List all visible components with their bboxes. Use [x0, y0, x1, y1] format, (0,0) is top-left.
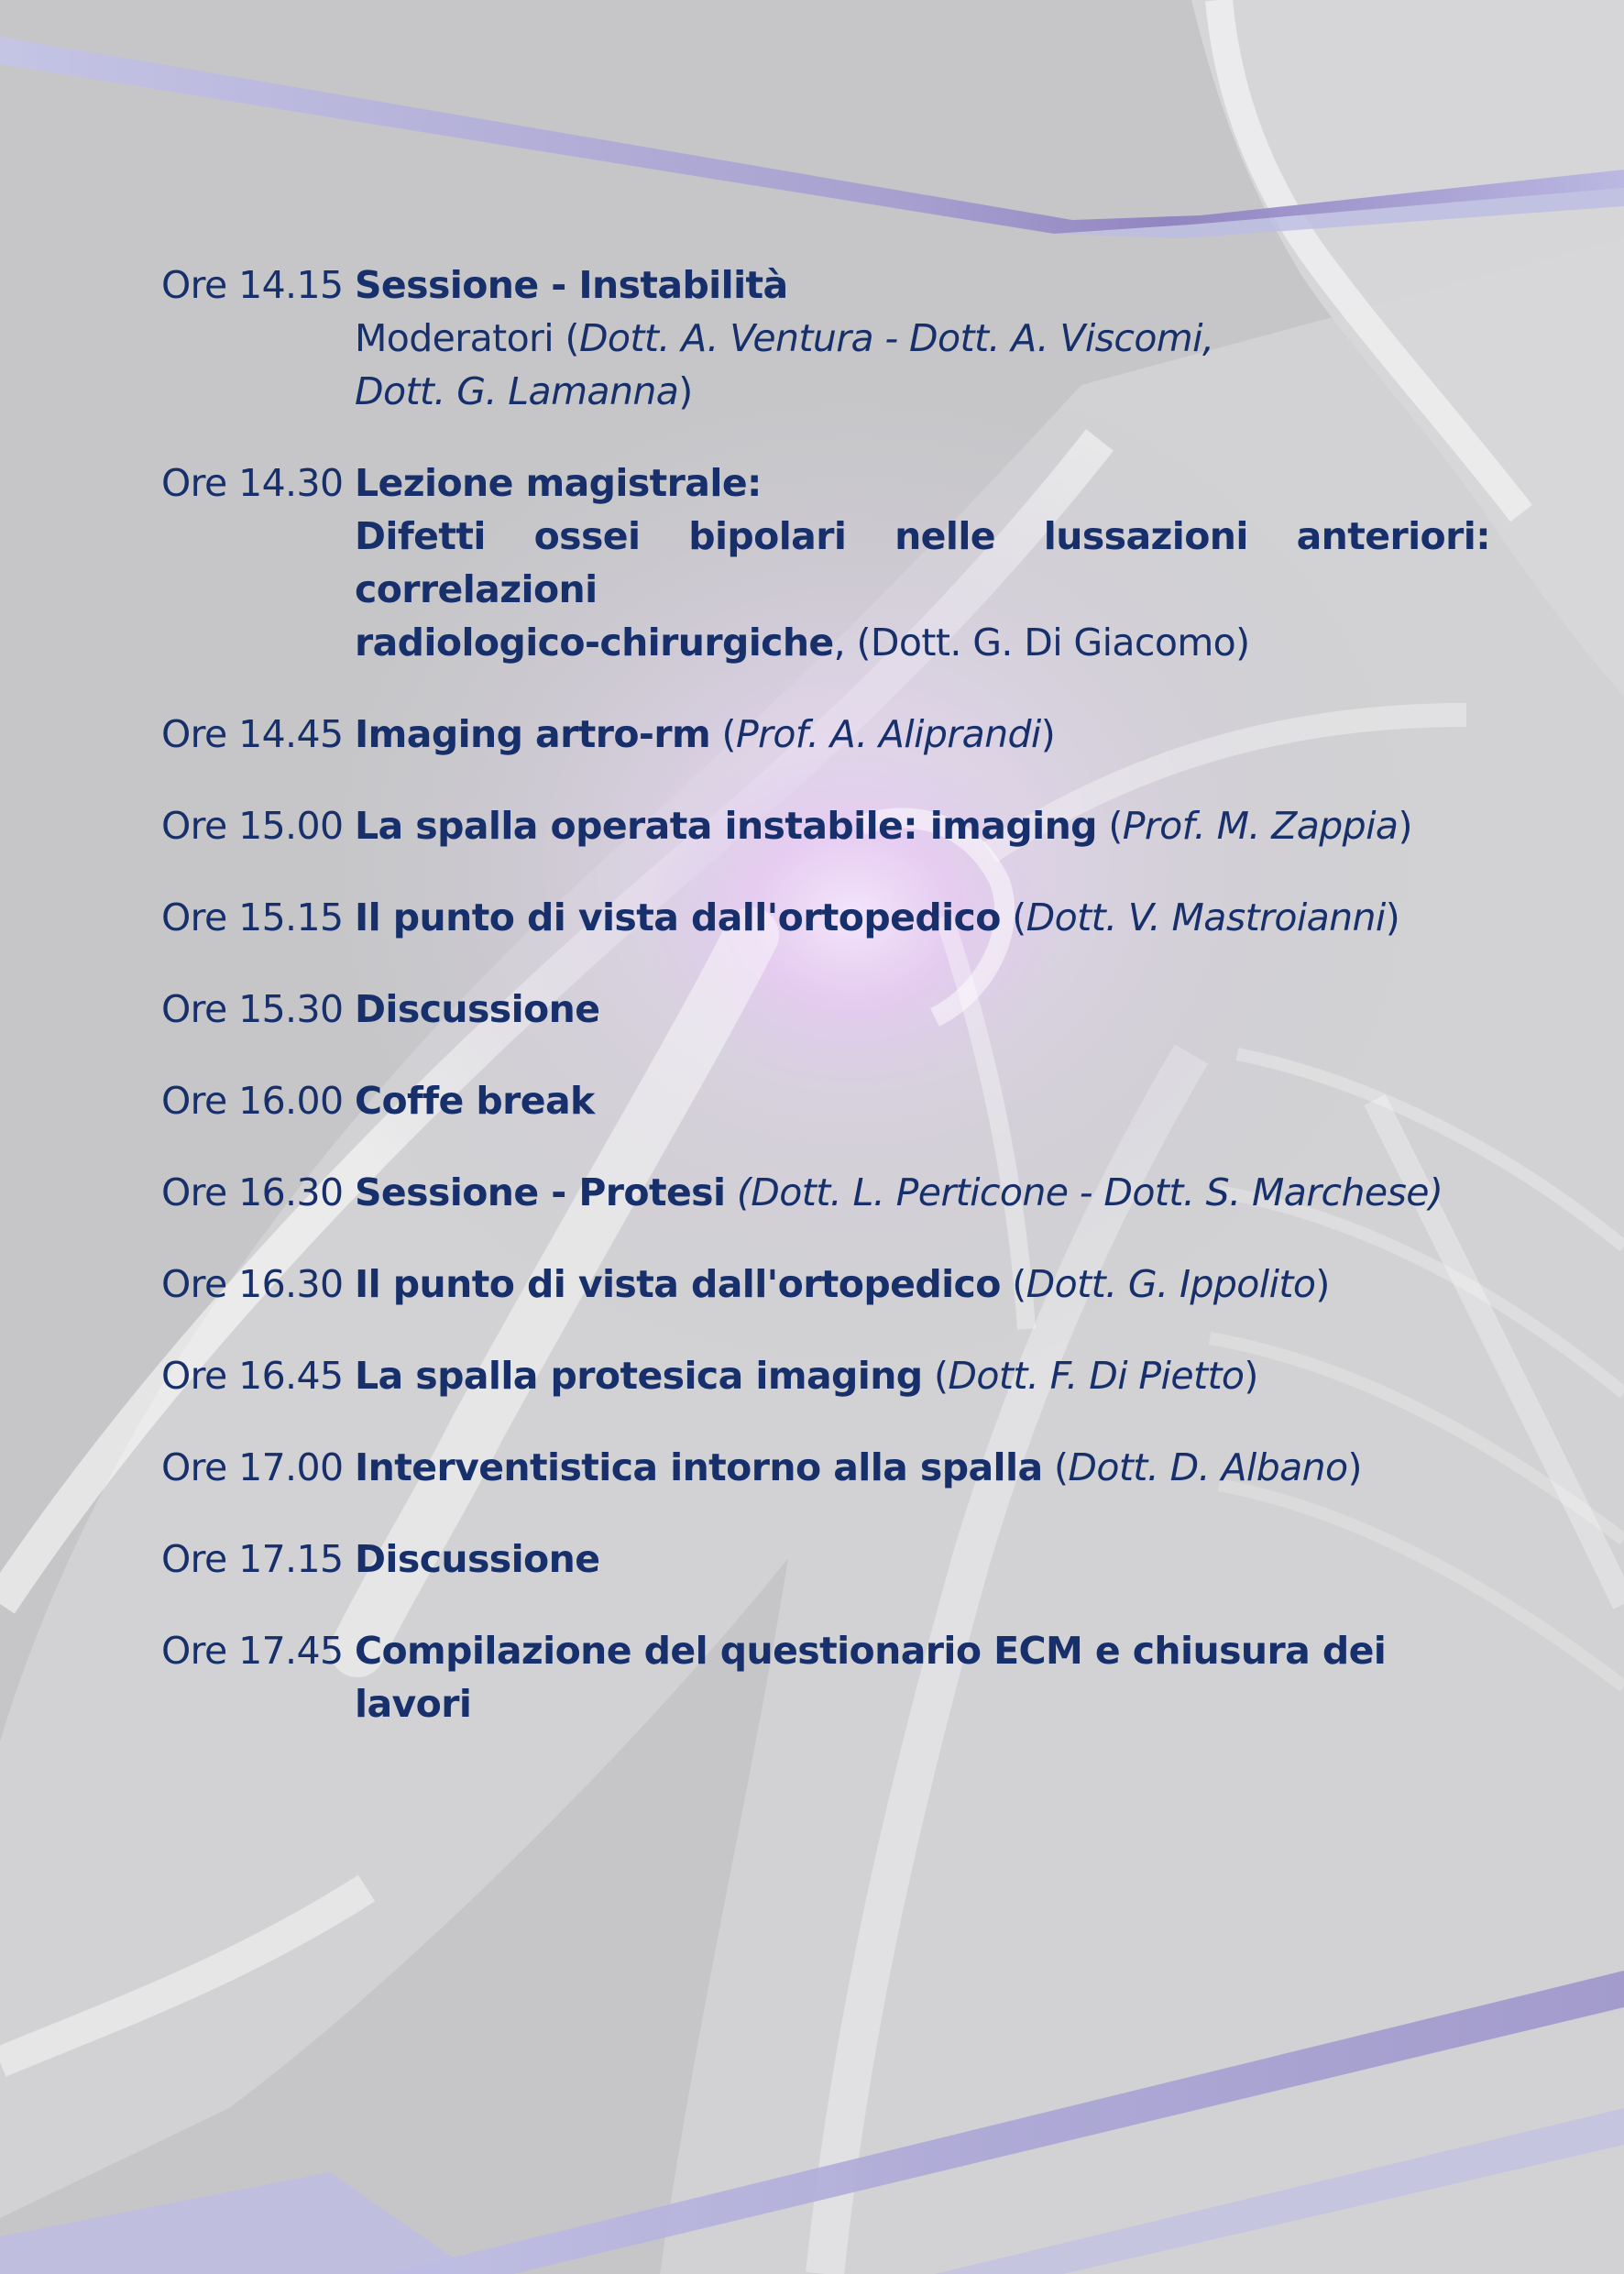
item-title: Il punto di vista dall'ortopedico	[355, 1262, 1001, 1306]
item-time: Ore 14.30	[161, 461, 344, 505]
item-time: Ore 16.00	[161, 1079, 344, 1123]
item-title: Discussione	[355, 987, 600, 1031]
item-speaker: Prof. A. Aliprandi	[735, 712, 1041, 756]
item-time: Ore 14.45	[161, 712, 344, 756]
program-item-1630	[161, 1258, 1490, 1311]
item-time: Ore 16.30	[161, 1262, 344, 1306]
item-title: Sessione - Protesi	[355, 1170, 726, 1214]
program-item-1445	[161, 708, 1490, 761]
moderators-names-cont: Dott. G. Lamanna	[355, 369, 679, 413]
item-title: Il punto di vista dall'ortopedico	[355, 895, 1001, 939]
item-time: Ore 17.15	[161, 1537, 344, 1581]
item-time: Ore 15.00	[161, 804, 344, 848]
item-title: Sessione - Instabilità	[355, 263, 788, 307]
lecture-title-line-1: Difetti ossei bipolari nelle lussazioni anteriori: correlazioni	[355, 514, 1490, 611]
program-item-1500	[161, 799, 1490, 852]
paren-close: )	[1315, 1262, 1330, 1306]
paren-close: )	[1398, 804, 1412, 848]
item-title: Coffe break	[355, 1079, 595, 1123]
item-title: Imaging artro-rm	[355, 712, 711, 756]
item-time: Ore 14.15	[161, 263, 344, 307]
paren-close: )	[1244, 1354, 1258, 1398]
lecture-title-end: radiologico-chirurgiche	[355, 621, 834, 665]
paren-open: (	[710, 712, 736, 756]
program-item-1645	[161, 1349, 1490, 1402]
paren-open: (	[922, 1354, 949, 1398]
item-title: La spalla operata instabile: imaging	[355, 804, 1097, 848]
item-title: Discussione	[355, 1537, 600, 1581]
program-item-1600	[161, 1074, 1490, 1127]
item-time: Ore 15.30	[161, 987, 344, 1031]
item-speaker: Dott. V. Mastroianni	[1026, 895, 1386, 939]
item-speaker: (Dott. L. Perticone - Dott. S. Marchese)	[725, 1170, 1443, 1214]
program-item-1515	[161, 891, 1490, 944]
paren-open: (	[1000, 1262, 1026, 1306]
program-item-1415	[161, 258, 1490, 418]
paren-close: )	[1347, 1445, 1362, 1489]
item-title: Compilazione del questionario ECM e chiusura dei lavori	[355, 1629, 1387, 1726]
moderators-line-2	[355, 365, 1490, 418]
program-item-1430	[161, 456, 1490, 669]
paren-close: )	[1385, 895, 1400, 939]
item-time: Ore 16.45	[161, 1354, 344, 1398]
item-time: Ore 16.30	[161, 1170, 344, 1214]
program-item-1745	[161, 1624, 1490, 1730]
paren-open: (	[1096, 804, 1123, 848]
paren-open: (	[1000, 895, 1026, 939]
moderators-line-1	[355, 312, 1490, 365]
item-speaker: Dott. G. Ippolito	[1026, 1262, 1316, 1306]
program-list	[161, 258, 1490, 1769]
item-title: Interventistica intorno alla spalla	[355, 1445, 1043, 1489]
program-item-1630-session	[161, 1166, 1490, 1219]
paren-open: (	[1042, 1445, 1069, 1489]
moderators-prefix: Moderatori (	[355, 316, 579, 360]
item-speaker: , (Dott. G. Di Giacomo)	[833, 621, 1250, 665]
lecture-title-line-2	[355, 616, 1490, 669]
item-speaker: Dott. D. Albano	[1068, 1445, 1348, 1489]
item-title: La spalla protesica imaging	[355, 1354, 923, 1398]
program-item-1700	[161, 1441, 1490, 1494]
item-title: Lezione magistrale:	[355, 461, 762, 505]
item-time: Ore 15.15	[161, 895, 344, 939]
item-speaker: Prof. M. Zappia	[1122, 804, 1399, 848]
item-time: Ore 17.00	[161, 1445, 344, 1489]
item-speaker: Dott. F. Di Pietto	[948, 1354, 1245, 1398]
paren-close: )	[1040, 712, 1056, 756]
program-item-1715	[161, 1532, 1490, 1586]
item-time: Ore 17.45	[161, 1629, 344, 1673]
moderators-names: Dott. A. Ventura - Dott. A. Viscomi,	[578, 316, 1214, 360]
program-item-1530	[161, 983, 1490, 1036]
moderators-close: )	[678, 369, 693, 413]
